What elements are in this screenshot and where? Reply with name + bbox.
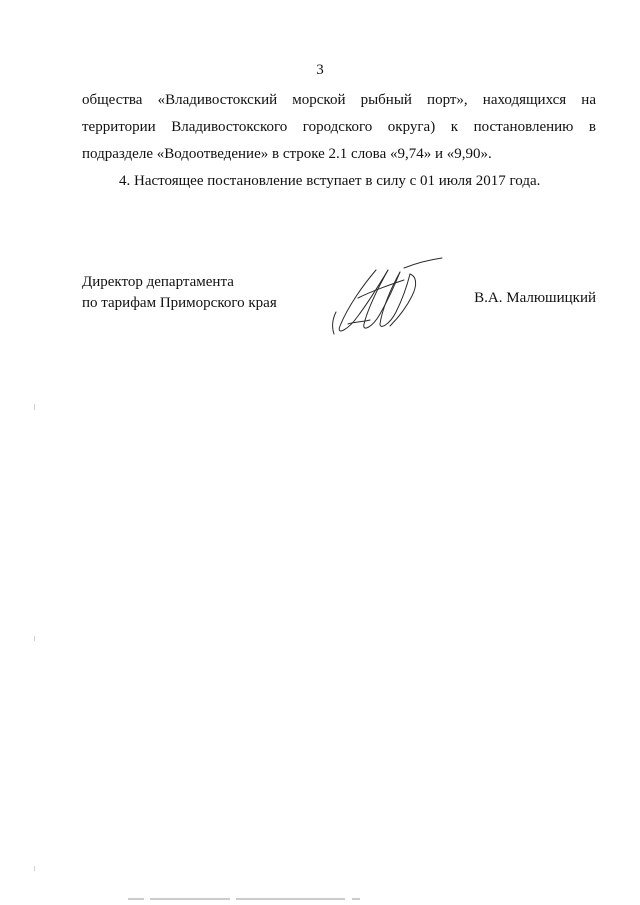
signatory-position	[82, 272, 277, 314]
paragraph-line: общества «Владивостокский морской рыбный порт», находящихся на	[82, 92, 596, 108]
handwritten-signature	[318, 250, 448, 342]
position-line: Директор департамента	[82, 274, 234, 290]
signatory-name: В.А. Малюшицкий	[474, 290, 596, 306]
paragraph-line: территории Владивостокского городского округа) к постановлению в	[82, 119, 596, 135]
paragraph-line: подразделе «Водоотведение» в строке 2.1 слова «9,74» и «9,90».	[82, 146, 492, 162]
paragraph-effective-date: 4. Настоящее постановление вступает в силу с 01 июля 2017 года.	[119, 173, 541, 189]
position-line: по тарифам Приморского края	[82, 295, 277, 311]
paragraph-amendment	[82, 87, 596, 168]
page-number: 3	[316, 62, 324, 78]
